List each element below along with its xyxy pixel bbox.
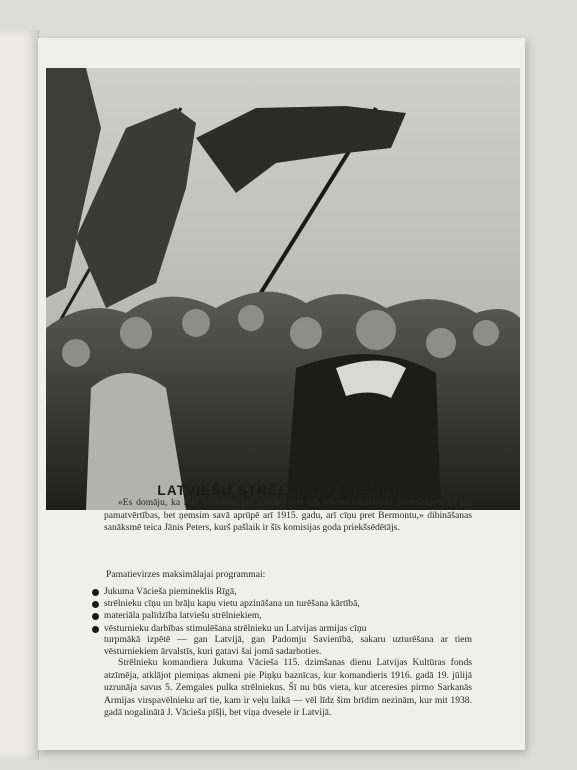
program-list: [92, 586, 472, 635]
program-item: vēsturnieku darbības stimulēšana strēlnieku un Latvijas armijas cīņu: [92, 623, 472, 635]
crowd-with-flags-photo: [46, 68, 520, 510]
intro-paragraph: «Es domāju, ka mes paliekam pie sarkanajiem jeb revolucionārajiem strēlniekiem kā pie pamatvērtības, bet ņemsim savā aprūpē arī 1915. gadu, arī cīņu pret Bermontu,» dibināšanas sanāksmē teica Jānis Peters, kurš pašlaik ir šīs komisijas goda priekšsēdētājs.: [104, 497, 472, 534]
program-heading: Pamatievirzes maksimālajai programmai:: [106, 569, 266, 580]
closing-paragraph: Strēlnieku komandiera Jukuma Vācieša 115. dzimšanas dienu Latvijas Kultūras fonds atzīmēja, atklājot piemiņas akmeni pie Piņķu baznīcas, kur komandieris 1916. gadā 19. jūlijā uzrunāja savus 5. Zemgales pulka strēlniekus. Šī nu būs vieta, kur atceresies pirmo Sarkanās Armijas virspavēlnieku arī tie, kam ir veļu laikā — vēl līdz šim brīdim nezinām, kur mit 1938. gadā nogalinātā J. Vācieša pīšļi, bet viņa dvesele ir Latvijā.: [104, 657, 472, 719]
facing-page-edge: [0, 30, 39, 760]
program-item-continuation: turpmākā izpētē — gan Latvijā, gan Padomju Savienībā, sakaru uzturēšana ar tiem vēsturniekiem ārvalstīs, kuri gatavi šai jomā sadarboties.: [104, 634, 472, 658]
program-item: Jukuma Vācieša piemineklis Rīgā,: [92, 586, 472, 598]
program-item: strēlnieku cīņu un brāļu kapu vietu apzināšana un turēšana kārtībā,: [92, 598, 472, 610]
booklet-page: [38, 38, 525, 750]
article-title: LATVIEŠU STRĒLNIEKU PIEMIŅA: [157, 483, 406, 498]
program-item: materiāla palīdzība latviešu strēlniekiem,: [92, 610, 472, 622]
